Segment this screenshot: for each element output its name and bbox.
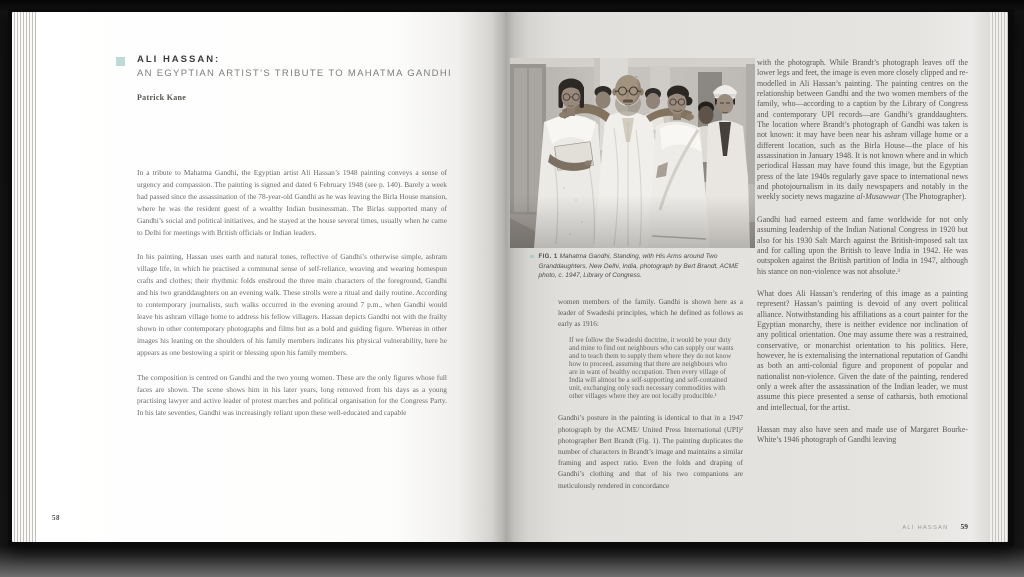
- left-page-body: [137, 167, 447, 432]
- page-footer: [757, 516, 968, 534]
- body-paragraph: [757, 58, 968, 203]
- body-paragraph: Gandhi had earned esteem and fame worldwide for not only assuming leadership of the Indian National Congress in 1920 but also for his 1930 Salt March against the British-imposed salt tax and for calling upon the British to leave India in 1942. He was outspoken against the British partition of India in 1947, although his stance on non-violence was not absolute.³: [757, 214, 968, 276]
- body-paragraph: Gandhi’s posture in the painting is identical to that in a 1947 photograph by the ACME/ United Press International (UPI)² photographer Bert Brandt (Fig. 1). The painting duplicates the number of characters in Brandt’s image and maintains a similar framing and aspect ratio. Even the folds and draping of Gandhi’s clothing and that of his two companions are meticulously rendered in concordance: [558, 413, 743, 490]
- caption-accent-square: [530, 255, 534, 259]
- page-number-left: 58: [52, 514, 60, 522]
- body-paragraph: Hassan may also have seen and made use of Margaret Bourke-White’s 1946 photograph of Gandhi leaving: [757, 425, 968, 445]
- middle-text-column: [558, 296, 743, 491]
- body-paragraph: What does Ali Hassan’s rendering of this image as a painting represent? Hassan’s painting is devoid of any overt political alliance. Notwithstanding his affiliations as a court painter for the Egyptian monarchy, there is neither evidence nor inclination of any political orientation. One may assume there was a restrained, conservative, or monarchist orientation to his politics. Here, however, he is externalising the international reputation of Gandhi as both an anti-colonial figure and proponent of popular and nationalist non-violence. Given the date of the painting, rendered only a week after the assassination of the Indian leader, we must assume this piece presented a sense of catharsis, both emotional and intellectual, for the artist.: [757, 288, 968, 412]
- table-shadow: [0, 546, 1024, 577]
- figure-title: Mahatma Gandhi, Standing, with His Arms around Two Granddaughters, New Delhi, India: [538, 253, 718, 271]
- page-edges-right: [990, 12, 1008, 542]
- body-paragraph: In a tribute to Mahatma Gandhi, the Egyptian artist Ali Hassan’s 1948 painting conveys a sense of urgency and compassion. The painting is signed and dated 6 February 1948 (see p. 140). Barely a week had passed since the assassination of the 78-year-old Gandhi as he was leaving the Birla House mansion, where he was the resident guest of a wealthy Indian businessman. The Birlas supported many of Gandhi’s social and political initiatives, and he stayed at the house several times, usually when he came to Delhi for meetings with British officials or Indian leaders.: [137, 168, 447, 237]
- caption-text: [539, 252, 743, 281]
- article-title: ALI HASSAN:: [137, 54, 221, 65]
- body-paragraph: The composition is centred on Gandhi and the two young women. These are the only figures whose full faces are shown. The scene shows him in his later years, long removed from his days as a young practising lawyer and active leader of protest marches and political organisation for the Congress Party. In his late seventies, Gandhi was increasingly reliant upon these well-educated and capable: [137, 372, 447, 418]
- paragraph-text: (The Photographer).: [900, 192, 967, 202]
- right-text-column: [757, 58, 968, 458]
- magazine-title-italic: al-Musawwar: [856, 192, 901, 202]
- article-subtitle: AN EGYPTIAN ARTIST’S TRIBUTE TO MAHATMA GANDHI: [137, 68, 452, 79]
- page-edges-left: [12, 12, 36, 542]
- page-number-right: 59: [960, 522, 968, 531]
- figure-label: FIG. 1: [538, 254, 558, 260]
- author-name: Patrick Kane: [137, 93, 187, 102]
- figure-1-photo: [510, 58, 755, 248]
- body-paragraph: In his painting, Hassan uses earth and natural tones, reflective of Gandhi’s otherwise simple, ashram village life, in which he practised a communal sense of self-reliance, weaving and wearing homespun crafts and clothes; their rhythmic folds enshroud the three main characters of the foreground, Gandhi and his two granddaughters on an evening walk. These strolls were a ritual and daily routine. According to contemporary journalists, such walks occurred in the evening around 7 p.m., when Gandhi would leave his ashram village home to address his fellow villagers. Hassan depicts Gandhi not with the frailty shown in other contemporary photographs and films but as a bold and guiding figure. Whereas in other images his leaning on the shoulders of his family members indicates his physical vulnerability, here he appears as one bestowing a spirit or blessing upon his family members.: [137, 252, 447, 357]
- body-paragraph: women members of the family. Gandhi is shown here as a leader of Swadeshi principles, which he defined as follows as early as 1916:: [558, 297, 743, 329]
- figure-caption: [530, 252, 742, 281]
- block-quote: If we follow the Swadeshi doctrine, it would be your duty and mine to find out neighbours who can supply our wants and to teach them to supply them where they do not know how to proceed, assuming that there are neighbours who are in want of healthy occupation. Then every village of India will almost be a self-supporting and self-contained unit, exchanging only such necessary commodities with other villages where they are not locally producible.¹: [569, 335, 734, 401]
- open-book-spread: [8, 9, 1014, 546]
- figure-credit: , photograph by Bert Brandt, ACME photo, c. 1947, Library of Congress.: [538, 263, 739, 280]
- title-accent-square: [116, 57, 125, 66]
- running-header: ALI HASSAN: [902, 525, 949, 531]
- paragraph-text: with the photograph. While Brandt’s photograph leaves off the lower legs and feet, the image is even more closely clipped and re-modelled in Ali Hassan’s painting. The painting centres on the relationship between Gandhi and the two women members of the family, who—according to a caption by the Library of Congress and contemporary UPI records—are Gandhi’s granddaughters. The location where Brandt’s photograph of Gandhi was taken is not known: it may have been near his ashram village home or a different location, such as the Birla House—the place of his assassination in January 1948. It is not known where and in which periodical Hassan may have found this image, but the Egyptian press of the late 1940s regularly gave space to international news and photojournalism in its daily newspapers and notably in the weekly society news magazine: [757, 58, 968, 202]
